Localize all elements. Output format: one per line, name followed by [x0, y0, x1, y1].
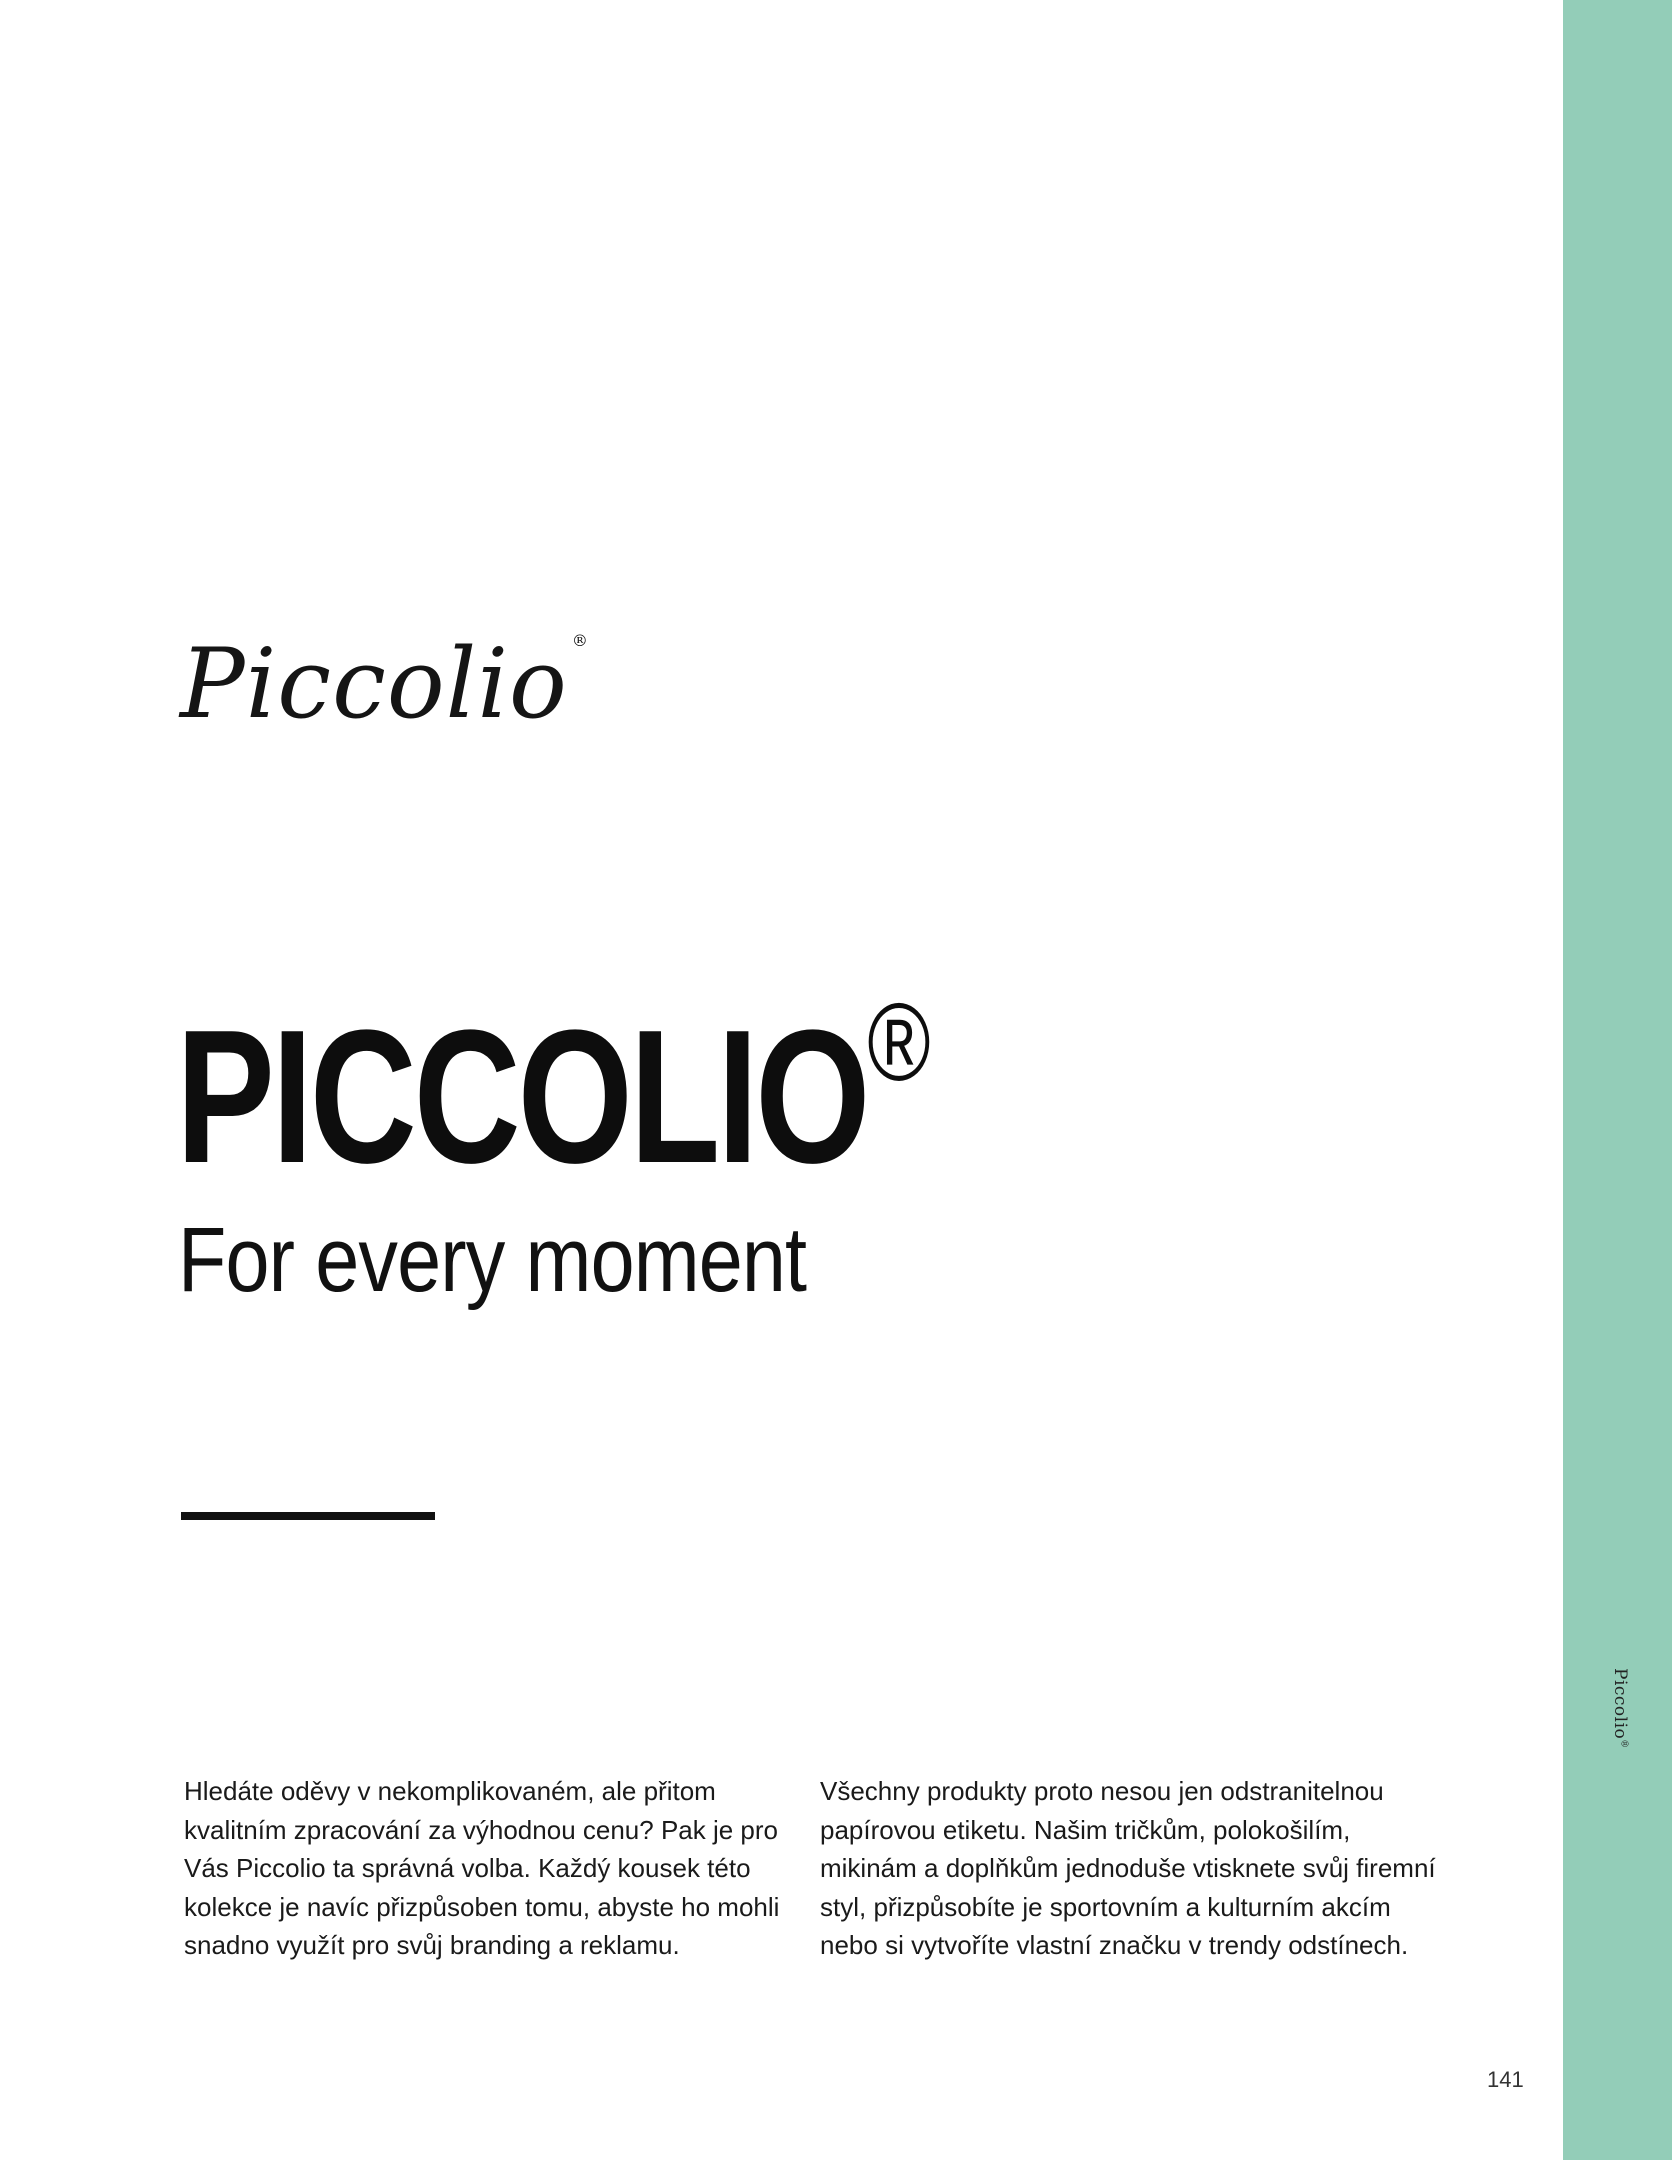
sidebar-brand-label: [1610, 1668, 1630, 1749]
sidebar-brand-mark: ®: [1618, 1739, 1629, 1749]
body-column-right: Všechny produkty proto nesou jen odstranitelnou papírovou etiketu. Našim tričkům, polokošilím, mikinám a doplňkům jednoduše vtisknete svůj firemní styl, přizpůsobíte je sportovním a kulturním akcím nebo si vytvoříte vlastní značku v trendy odstínech.: [820, 1776, 1436, 1960]
page-number: 141: [1487, 2067, 1524, 2092]
page-title-text: PICCOLIO: [176, 991, 868, 1203]
sidebar-brand-text: Piccolio: [1610, 1668, 1630, 1740]
brand-logo-text: Piccolio: [180, 628, 568, 740]
sidebar-color-band: [1563, 0, 1672, 2160]
brand-logo: [180, 628, 589, 740]
page-title-mark: ®: [867, 980, 928, 1104]
page-tagline: For every moment: [178, 1209, 807, 1311]
page-title: [176, 980, 928, 1203]
body-column-left: Hledáte oděvy v nekomplikovaném, ale přitom kvalitním zpracování za výhodnou cenu? Pak je pro Vás Piccolio ta správná volba. Každý kousek této kolekce je navíc přizpůsoben tomu, abyste ho mohli snadno využít pro svůj branding a reklamu.: [184, 1776, 780, 1960]
section-divider: [181, 1512, 435, 1520]
brand-logo-mark: ®: [571, 631, 589, 650]
